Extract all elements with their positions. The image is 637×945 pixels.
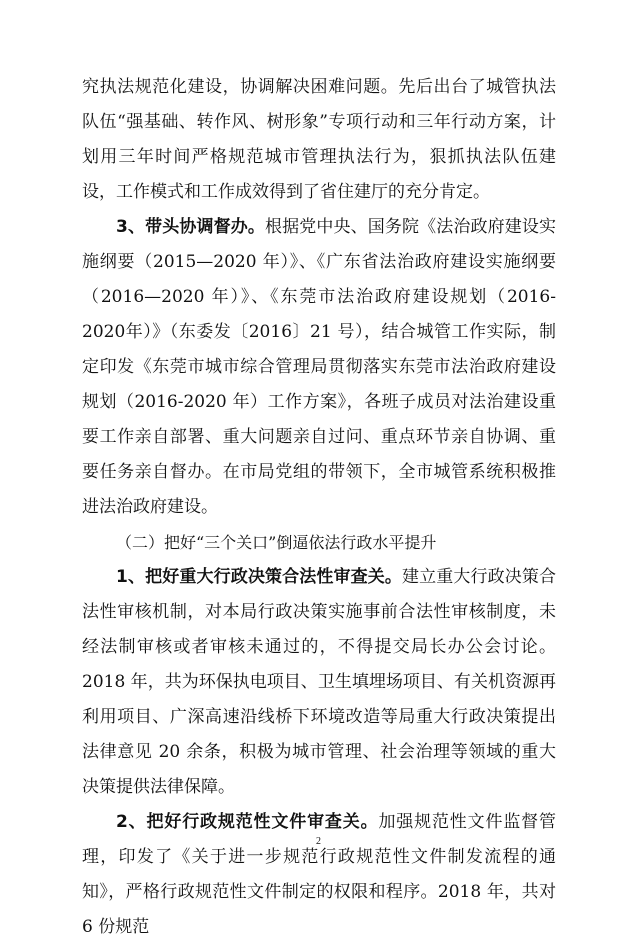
paragraph-text: 根据党中央、国务院《法治政府建设实施纲要（2015—2020 年）》、《广东省法治政府建设实施纲要（2016—2020 年）》、《东莞市法治政府建设规划（2016-2020年）》（东委发〔2016〕21 号），结合城管工作实际，制定印发《东莞市城市综合管理局贯彻落实东莞市法治政府建设规划（2016-2020 年）工作方案》，各班子成员对法治建设重要工作亲自部署、重大问题亲自过问、重点环节亲自协调、重要任务亲自督办。在市局党组的带领下，全市城管系统积极推进法治政府建设。	[82, 217, 556, 517]
paragraph-text: 加强规范性文件监督管理，印发了《关于进一步规范行政规范性文件制发流程的通知》，严格行政规范性文件制定的权限和程序。2018 年，共对 6 份规范	[82, 812, 557, 937]
section-heading-text: （二）把好“三个关口”倒逼依法行政水平提升	[116, 533, 437, 552]
paragraph-text: 建立重大行政决策合法性审核机制，对本局行政决策实施事前合法性审核制度，未经法制审核或者审核未通过的，不得提交局长办公会讨论。2018 年，共为环保执电项目、卫生填埋场项目、有关机资源再利用项目、广深高速沿线桥下环境改造等局重大行政决策提出法律意见 20 余条，积极为城市管理、社会治理等领域的重大决策提供法律保障。	[82, 567, 557, 797]
section-heading	[82, 525, 556, 560]
paragraph-document-review	[82, 805, 556, 945]
paragraph-lead: 1、把好重大行政决策合法性审查关。	[116, 567, 402, 587]
paragraph-lead: 3、带头协调督办。	[116, 217, 265, 237]
paragraph-coordination	[82, 210, 556, 525]
paragraph-lead: 2、把好行政规范性文件审查关。	[116, 812, 379, 832]
page-number: 2	[316, 836, 321, 847]
paragraph-decision-review	[82, 560, 556, 805]
paragraph-text: 究执法规范化建设，协调解决困难问题。先后出台了城管执法队伍“强基础、转作风、树形象”专项行动和三年行动方案，计划用三年时间严格规范城市管理执法行为，狠抓执法队伍建设，工作模式和工作成效得到了省住建厅的充分肯定。	[82, 77, 556, 202]
paragraph-continued	[82, 70, 556, 210]
document-body	[82, 70, 556, 945]
